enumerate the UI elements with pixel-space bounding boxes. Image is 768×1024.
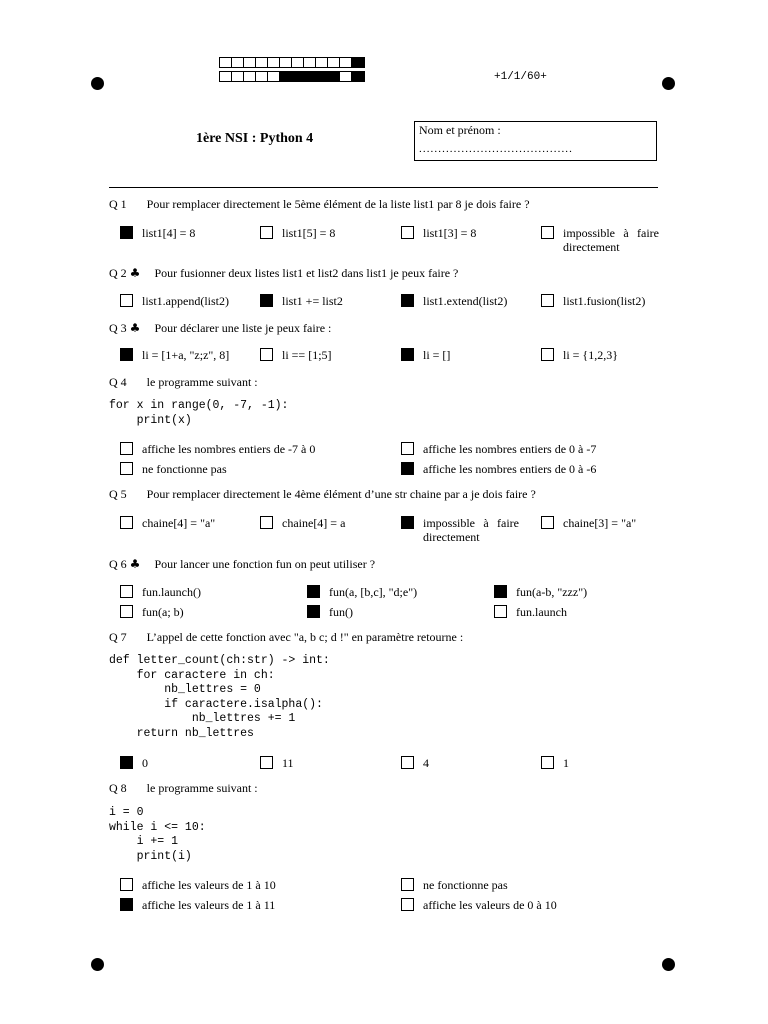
checkbox[interactable] [260,294,273,307]
checkbox[interactable] [494,585,507,598]
answer-label: fun(a-b, "zzz") [516,585,588,599]
barcode-cell [244,72,256,81]
question-text: Pour remplacer directement le 4ème élément d’une str chaine par a je dois faire ? [146,487,536,501]
answer-label: fun(a; b) [142,605,184,619]
answer-label: impossible à faire directement [563,226,659,254]
checkbox[interactable] [401,898,414,911]
barcode-cell [304,58,316,67]
barcode-cell [268,72,280,81]
barcode-cell [232,72,244,81]
barcode-cell [352,58,364,67]
answer-label: 4 [423,756,429,770]
checkbox[interactable] [260,516,273,529]
question-2: Q 2 ♣ Pour fusionner deux listes list1 et list2 dans list1 je peux faire ? [109,266,459,280]
barcode-cell [220,72,232,81]
name-dots: ........................................ [419,143,573,155]
answer-label: ne fonctionne pas [142,462,227,476]
checkbox[interactable] [401,516,414,529]
answer-label: impossible à faire directement [423,516,519,544]
answer-label: list1 += list2 [282,294,343,308]
checkbox[interactable] [260,226,273,239]
checkbox[interactable] [120,585,133,598]
answer-label: fun() [329,605,353,619]
barcode-cell [328,72,340,81]
answer-label: list1.fusion(list2) [563,294,646,308]
answer-label: ne fonctionne pas [423,878,508,892]
registration-mark-top-left [91,77,104,90]
checkbox[interactable] [120,878,133,891]
checkbox[interactable] [120,462,133,475]
checkbox[interactable] [494,605,507,618]
answer-label: li = {1,2,3} [563,348,618,362]
answer-label: list1[5] = 8 [282,226,336,240]
answer-label: affiche les valeurs de 1 à 11 [142,898,276,912]
club-icon: ♣ [129,557,141,571]
barcode-cell [292,72,304,81]
barcode-cell [292,58,304,67]
checkbox[interactable] [401,756,414,769]
checkbox[interactable] [120,442,133,455]
question-text: Pour remplacer directement le 5ème élément de la liste list1 par 8 je dois faire ? [146,197,530,211]
answer-label: 11 [282,756,294,770]
question-4: Q 4 le programme suivant : [109,375,258,389]
registration-mark-bottom-right [662,958,675,971]
checkbox[interactable] [541,516,554,529]
answer-label: list1[4] = 8 [142,226,196,240]
question-5: Q 5 Pour remplacer directement le 4ème élément d’une str chaine par a je dois faire ? [109,487,536,501]
checkbox[interactable] [260,756,273,769]
registration-mark-top-right [662,77,675,90]
barcode-cell [340,58,352,67]
barcode-cell [316,58,328,67]
code-block-q8: i = 0 while i <= 10: i += 1 print(i) [109,806,206,863]
checkbox[interactable] [401,294,414,307]
question-8: Q 8 le programme suivant : [109,781,258,795]
question-text: Pour déclarer une liste je peux faire : [154,321,332,335]
answer-label: li == [1;5] [282,348,332,362]
checkbox[interactable] [541,226,554,239]
name-label: Nom et prénom : [419,123,501,137]
question-6: Q 6 ♣ Pour lancer une fonction fun on peut utiliser ? [109,557,376,571]
checkbox[interactable] [120,294,133,307]
code-block-q7: def letter_count(ch:str) -> int: for caractere in ch: nb_lettres = 0 if caractere.isalpha(): nb_lettres += 1 return nb_lettres [109,654,330,740]
checkbox[interactable] [120,605,133,618]
answer-label: 0 [142,756,148,770]
name-box[interactable] [414,121,657,161]
question-7: Q 7 L’appel de cette fonction avec "a, b c; d !" en paramètre retourne : [109,630,464,644]
checkbox[interactable] [401,226,414,239]
checkbox[interactable] [541,756,554,769]
answer-label: list1[3] = 8 [423,226,477,240]
barcode-cell [280,58,292,67]
barcode-row-2 [219,71,365,82]
checkbox[interactable] [401,442,414,455]
checkbox[interactable] [120,348,133,361]
checkbox[interactable] [120,898,133,911]
answer-label: affiche les nombres entiers de 0 à -7 [423,442,597,456]
answer-label: affiche les nombres entiers de 0 à -6 [423,462,597,476]
question-3: Q 3 ♣ Pour déclarer une liste je peux faire : [109,321,332,335]
code-block-q4: for x in range(0, -7, -1): print(x) [109,399,289,427]
question-text: le programme suivant : [146,375,258,389]
answer-label: chaine[3] = "a" [563,516,637,530]
barcode-cell [340,72,352,81]
answer-label: affiche les nombres entiers de -7 à 0 [142,442,316,456]
club-icon: ♣ [129,266,141,280]
answer-label: list1.extend(list2) [423,294,508,308]
checkbox[interactable] [260,348,273,361]
barcode-cell [256,72,268,81]
question-text: L’appel de cette fonction avec "a, b c; d !" en paramètre retourne : [146,630,464,644]
checkbox[interactable] [120,516,133,529]
checkbox[interactable] [307,605,320,618]
answer-label: affiche les valeurs de 0 à 10 [423,898,557,912]
barcode-cell [220,58,232,67]
answer-label: fun.launch() [142,585,201,599]
barcode-cell [256,58,268,67]
answer-label: li = [1+a, "z;z", 8] [142,348,230,362]
answer-label: fun(a, [b,c], "d;e") [329,585,418,599]
checkbox[interactable] [307,585,320,598]
club-icon: ♣ [129,321,141,335]
checkbox[interactable] [541,294,554,307]
barcode-cell [328,58,340,67]
checkbox[interactable] [401,462,414,475]
checkbox[interactable] [401,348,414,361]
barcode-cell [316,72,328,81]
checkbox[interactable] [120,226,133,239]
barcode-cell [352,72,364,81]
barcode-cell [232,58,244,67]
header-divider [109,187,658,188]
answer-label: chaine[4] = a [282,516,346,530]
registration-mark-bottom-left [91,958,104,971]
question-text: Pour fusionner deux listes list1 et list2 dans list1 je peux faire ? [154,266,459,280]
barcode-cell [304,72,316,81]
answer-label: li = [] [423,348,451,362]
answer-label: affiche les valeurs de 1 à 10 [142,878,276,892]
page-title: 1ère NSI : Python 4 [196,131,314,146]
answer-label: list1.append(list2) [142,294,229,308]
checkbox[interactable] [120,756,133,769]
answer-label: 1 [563,756,569,770]
barcode-cell [268,58,280,67]
question-text: Pour lancer une fonction fun on peut utiliser ? [154,557,376,571]
question-text: le programme suivant : [146,781,258,795]
checkbox[interactable] [541,348,554,361]
checkbox[interactable] [401,878,414,891]
barcode-cell [244,58,256,67]
answer-label: chaine[4] = "a" [142,516,216,530]
question-1: Q 1 Pour remplacer directement le 5ème élément de la liste list1 par 8 je dois faire ? [109,197,530,211]
answer-label: fun.launch [516,605,567,619]
barcode-cell [280,72,292,81]
copy-code: +1/1/60+ [494,71,547,83]
barcode-row-1 [219,57,365,68]
